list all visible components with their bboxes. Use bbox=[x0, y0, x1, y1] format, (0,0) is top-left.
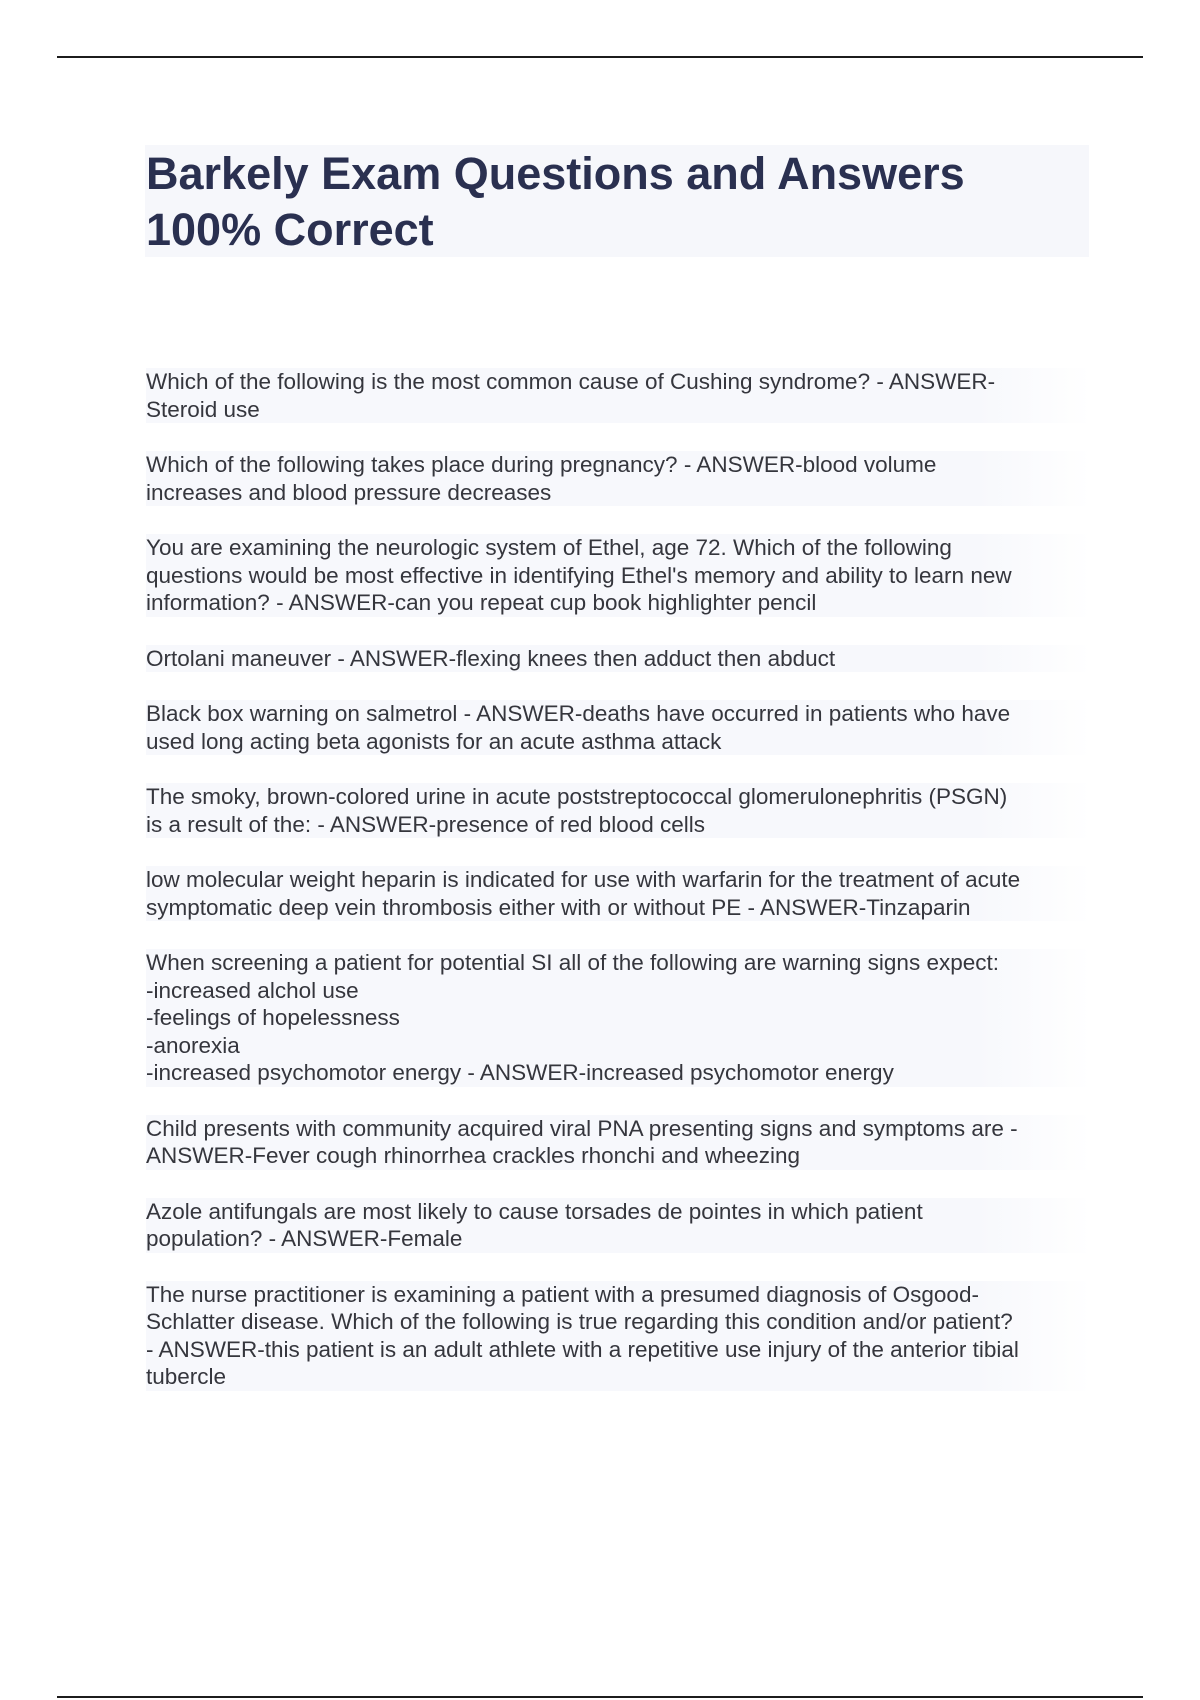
footer-rule bbox=[57, 1696, 1143, 1698]
qa-item-azole: Azole antifungals are most likely to cause torsades de pointes in which patient population? - ANSWER-Female bbox=[146, 1198, 1091, 1253]
document-title bbox=[146, 146, 1066, 258]
qa-item-psgn: The smoky, brown-colored urine in acute poststreptococcal glomerulonephritis (PSGN) is a result of the: - ANSWER-presence of red blood cells bbox=[146, 783, 1091, 838]
qa-item-suicide-screening: When screening a patient for potential SI all of the following are warning signs expect: -increased alchol use -feelings of hopelessness -anorexia -increased psychomotor energy - ANSWER-increased psychomotor energy bbox=[146, 949, 1091, 1087]
qa-item-salmetrol: Black box warning on salmetrol - ANSWER-deaths have occurred in patients who have used long acting beta agonists for an acute asthma attack bbox=[146, 700, 1091, 755]
header-rule bbox=[57, 56, 1143, 58]
qa-item-osgood-schlatter: The nurse practitioner is examining a patient with a presumed diagnosis of Osgood- Schlatter disease. Which of the following is true regarding this condition and/or patient? - ANSWER-this patient is an adult athlete with a repetitive use injury of the anterior tibial tubercle bbox=[146, 1281, 1091, 1391]
qa-item-viral-pna: Child presents with community acquired viral PNA presenting signs and symptoms are - ANSWER-Fever cough rhinorrhea crackles rhonchi and wheezing bbox=[146, 1115, 1091, 1170]
qa-item-neurologic-memory: You are examining the neurologic system of Ethel, age 72. Which of the following questions would be most effective in identifying Ethel's memory and ability to learn new information? - ANSWER-can you repeat cup book highlighter pencil bbox=[146, 534, 1091, 617]
title-line-2: 100% Correct bbox=[146, 204, 434, 255]
qa-item-pregnancy: Which of the following takes place during pregnancy? - ANSWER-blood volume increases and blood pressure decreases bbox=[146, 451, 1091, 506]
qa-item-heparin: low molecular weight heparin is indicated for use with warfarin for the treatment of acute symptomatic deep vein thrombosis either with or without PE - ANSWER-Tinzaparin bbox=[146, 866, 1091, 921]
qa-item-ortolani: Ortolani maneuver - ANSWER-flexing knees then adduct then abduct bbox=[146, 645, 1091, 673]
title-line-1: Barkely Exam Questions and Answers bbox=[146, 148, 965, 199]
qa-item-cushing: Which of the following is the most common cause of Cushing syndrome? - ANSWER- Steroid use bbox=[146, 368, 1091, 423]
qa-list bbox=[146, 368, 1091, 1419]
